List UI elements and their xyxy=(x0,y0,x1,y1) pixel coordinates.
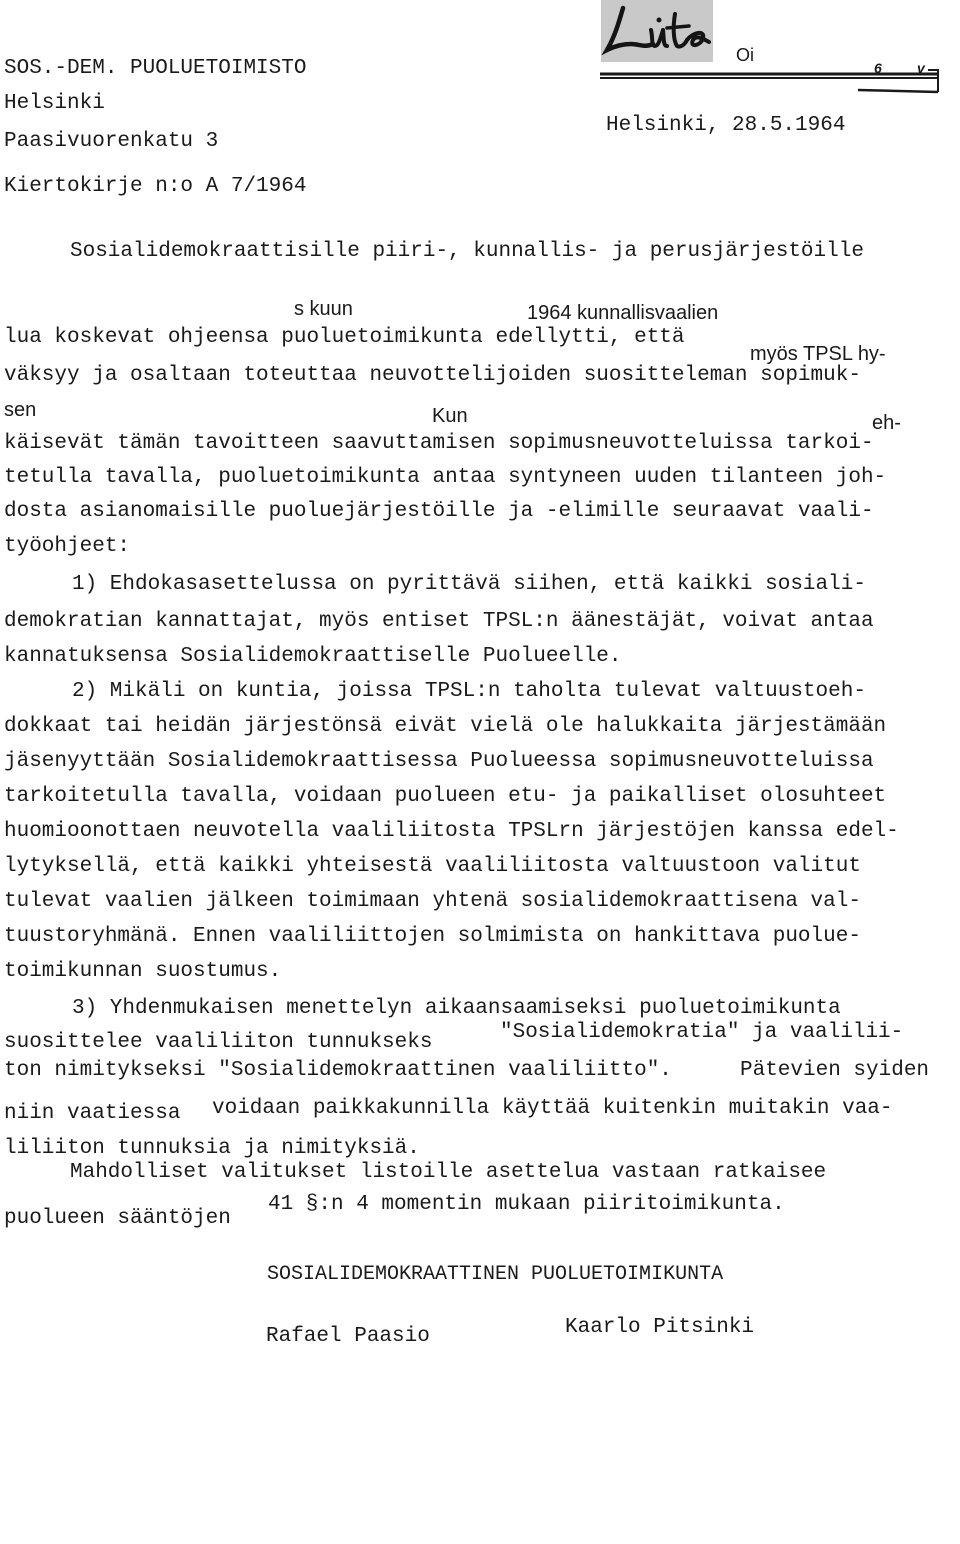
intro-line-5: dosta asianomaisille puoluejärjestöille ja -elimille seuraavat vaali- xyxy=(4,500,874,523)
point2-line-4: tarkoitetulla tavalla, voidaan puolueen etu- ja paikalliset olosuhteet xyxy=(4,785,887,808)
stamp-number: 6 xyxy=(874,60,882,76)
point2-line-8: tuustoryhmänä. Ennen vaaliliittojen solmimista on hankittava puolue- xyxy=(4,925,861,948)
stamp-rule xyxy=(598,66,940,94)
org-city: Helsinki xyxy=(4,92,105,115)
intro-line-1: lua koskevat ohjeensa puoluetoimikunta edellytti, että xyxy=(4,326,685,349)
intro-line-3: käisevät tämän tavoitteen saavuttamisen sopimusneuvotteluissa tarkoi- xyxy=(4,432,874,455)
intro-line-6: työohjeet: xyxy=(4,535,131,558)
fragment-myos: myös TPSL hy- xyxy=(750,343,886,365)
intro-line-2: väksyy ja osaltaan toteuttaa neuvottelijoiden suositteleman sopimuk- xyxy=(4,364,861,387)
stamp xyxy=(601,0,713,62)
point3-line-4a: niin vaatiessa xyxy=(4,1102,181,1125)
point2-line-7: tulevat vaalien jälkeen toimimaan yhtenä sosialidemokraattisena val- xyxy=(4,890,861,913)
point1-line-1: 1) Ehdokasasettelussa on pyrittävä siihen, että kaikki sosiali- xyxy=(72,573,866,596)
handwritten-liite xyxy=(601,0,713,62)
point2-line-2: dokkaat tai heidän järjestönsä eivät vielä ole halukkaita järjestämään xyxy=(4,715,887,738)
fragment-sen: sen xyxy=(4,399,37,421)
point3-line-3a: ton nimitykseksi "Sosialidemokraattinen vaaliliitto". xyxy=(4,1059,672,1082)
point2-line-1: 2) Mikäli on kuntia, joissa TPSL:n taholta tulevat valtuustoeh- xyxy=(72,680,866,703)
signatory-1: Rafael Paasio xyxy=(266,1325,430,1348)
point3-line-2a: suosittelee vaaliliiton tunnukseks xyxy=(4,1031,433,1054)
circular-number: Kiertokirje n:o A 7/1964 xyxy=(4,175,307,198)
stamp-v: v xyxy=(917,60,925,76)
point2-line-6: lytyksellä, että kaikki yhteisestä vaaliliitosta valtuustoon valitut xyxy=(4,855,861,878)
closing-line-2a: puolueen sääntöjen xyxy=(4,1207,231,1230)
letter-date: Helsinki, 28.5.1964 xyxy=(606,114,846,137)
fragment-kun: Kun xyxy=(432,405,468,427)
org-street: Paasivuorenkatu 3 xyxy=(4,130,219,153)
addressee: Sosialidemokraattisille piiri-, kunnallis- ja perusjärjestöille xyxy=(70,240,864,263)
point2-line-5: huomioonottaen neuvotella vaaliliitosta TPSLrn järjestöjen kanssa edel- xyxy=(4,820,899,843)
point2-line-9: toimikunnan suostumus. xyxy=(4,960,282,983)
point1-line-2: demokratian kannattajat, myös entiset TPSL:n äänestäjät, voivat antaa xyxy=(4,610,874,633)
fragment-eh: eh- xyxy=(872,412,901,434)
point1-line-3: kannatuksensa Sosialidemokraattiselle Puolueelle. xyxy=(4,645,622,668)
closing-line-1: Mahdolliset valitukset listoille asettelua vastaan ratkaisee xyxy=(70,1161,827,1184)
closing-line-2b: 41 §:n 4 momentin mukaan piiritoimikunta. xyxy=(268,1193,785,1216)
point2-line-3: jäsenyyttään Sosialidemokraattisessa Puolueessa sopimusneuvotteluissa xyxy=(4,750,874,773)
point3-line-2b: "Sosialidemokratia" ja vaalilii- xyxy=(500,1021,904,1044)
point3-line-4b: voidaan paikkakunnilla käyttää kuitenkin muitakin vaa- xyxy=(212,1097,893,1120)
point3-line-3b: Pätevien syiden xyxy=(740,1059,930,1082)
fragment-s-kuun: s kuun xyxy=(294,298,353,320)
fragment-1964: 1964 kunnallisvaalien xyxy=(527,302,719,324)
signature-org: SOSIALIDEMOKRAATTINEN PUOLUETOIMIKUNTA xyxy=(267,1263,724,1286)
signatory-2: Kaarlo Pitsinki xyxy=(565,1316,755,1339)
stamp-oi: Oi xyxy=(736,45,754,65)
point3-line-5: liliiton tunnuksia ja nimityksiä. xyxy=(4,1137,420,1160)
org-name: SOS.-DEM. PUOLUETOIMISTO xyxy=(4,57,307,80)
point3-line-1: 3) Yhdenmukaisen menettelyn aikaansaamiseksi puoluetoimikunta xyxy=(72,997,841,1020)
intro-line-4: tetulla tavalla, puoluetoimikunta antaa syntyneen uuden tilanteen joh- xyxy=(4,466,887,489)
